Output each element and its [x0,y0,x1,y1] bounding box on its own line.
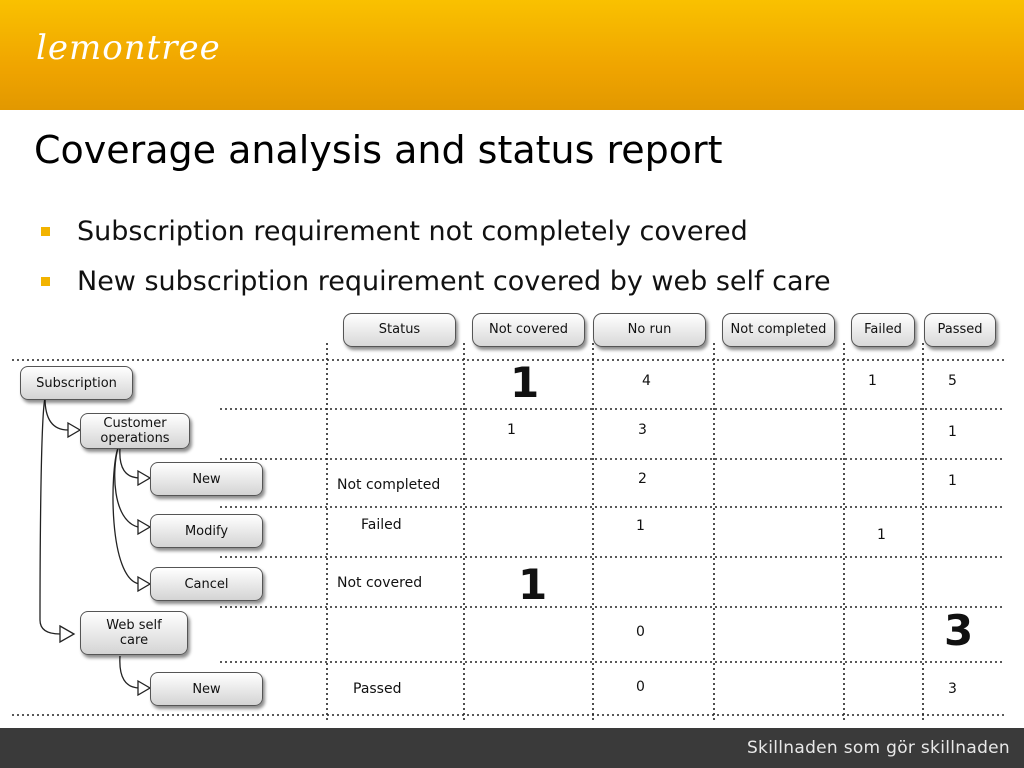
cell-no-run: 0 [636,679,645,695]
cell-status: Failed [361,517,402,533]
column-header-not-completed: Not completed [722,313,835,347]
column-header-failed: Failed [851,313,915,347]
cell-not-covered: 1 [518,560,548,609]
bullet-item [40,264,831,314]
column-header-no-run: No run [593,313,706,347]
cell-no-run: 2 [638,471,647,487]
header-band [0,0,1024,110]
tree-node-modify: Modify [150,514,263,548]
column-header-status: Status [343,313,456,347]
column-header-passed: Passed [924,313,996,347]
cell-status: Passed [353,681,402,697]
bullet-text: New subscription requirement covered by web self care [77,266,831,297]
cell-no-run: 4 [642,373,651,389]
cell-no-run: 0 [636,624,645,640]
cell-passed: 3 [948,681,957,697]
tree-node-new: New [150,462,263,496]
cell-passed: 1 [948,424,957,440]
cell-not-covered: 1 [507,422,516,438]
footer-bar [0,728,1024,768]
bullet-text: Subscription requirement not completely covered [77,216,748,247]
bullet-item [40,214,831,264]
tree-node-subscription: Subscription [20,366,133,400]
square-bullet-icon [41,227,50,236]
cell-passed: 1 [948,473,957,489]
cell-passed: 5 [948,373,957,389]
slide-title: Coverage analysis and status report [34,128,723,172]
bullet-list [40,214,831,314]
footer-tagline: Skillnaden som gör skillnaden [746,738,1010,758]
lemontree-logo: lemontree [36,28,221,68]
square-bullet-icon [41,277,50,286]
cell-passed: 3 [944,606,974,655]
tree-node-cancel: Cancel [150,567,263,601]
cell-status: Not completed [337,477,441,493]
cell-status: Not covered [337,575,423,591]
tree-node-new: New [150,672,263,706]
cell-failed: 1 [877,527,886,543]
cell-not-covered: 1 [510,358,540,407]
cell-no-run: 3 [638,422,647,438]
tree-node-customer-operations: Customer operations [80,413,190,449]
tree-node-web-self-care: Web self care [80,611,188,655]
cell-failed: 1 [868,373,877,389]
column-header-not-covered: Not covered [472,313,585,347]
cell-no-run: 1 [636,518,645,534]
